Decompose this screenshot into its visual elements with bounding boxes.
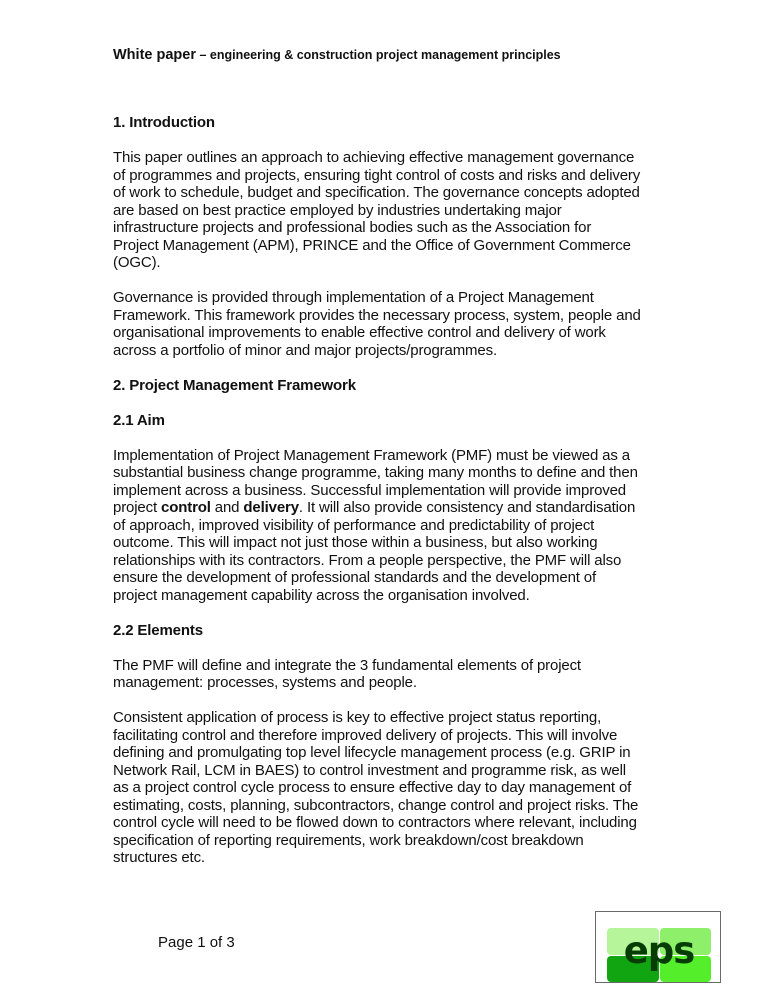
text-line: implement across a business. Successful implementation will provide improved	[113, 481, 626, 499]
text-line: of work to schedule, budget and specification. The governance concepts adopted	[113, 184, 640, 201]
text-line: organisational improvements to enable effective control and delivery of work	[113, 324, 606, 341]
page-number: Page 1 of 3	[158, 934, 235, 951]
text-line: relationships with its contractors. From a people perspective, the PMF will also	[113, 551, 622, 569]
text-line: management: processes, systems and people.	[113, 674, 417, 691]
paragraph-intro-2	[113, 289, 658, 359]
section-heading-elements: 2.2 Elements	[113, 621, 203, 639]
emphasis-control: control	[161, 499, 211, 516]
section-heading-aim: 2.1 Aim	[113, 411, 165, 429]
text-line: outcome. This will impact not just those within a business, but also working	[113, 534, 598, 551]
text-line: Governance is provided through implementation of a Project Management	[113, 289, 594, 306]
text-line: of programmes and projects, ensuring tight control of costs and risks and delivery	[113, 166, 641, 184]
text-line: across a portfolio of minor and major projects/programmes.	[113, 341, 497, 359]
text-line: Project Management (APM), PRINCE and the Office of Government Commerce	[113, 236, 631, 254]
header-lead: White paper	[113, 47, 196, 63]
paragraph-intro-1	[113, 149, 658, 272]
emphasis-delivery: delivery	[243, 499, 299, 516]
text-line: substantial business change programme, taking many months to define and then	[113, 464, 638, 481]
text-line: (OGC).	[113, 254, 161, 271]
logo-text: eps	[623, 929, 695, 972]
text-line: infrastructure projects and professional bodies such as the Association for	[113, 219, 592, 236]
text-line: specification of reporting requirements, work breakdown/cost breakdown	[113, 831, 584, 849]
text-line: estimating, costs, planning, subcontractors, change control and project risks. The	[113, 796, 639, 814]
header-subtitle: – engineering & construction project management principles	[195, 48, 561, 62]
text-line: are based on best practice employed by industries undertaking major	[113, 201, 562, 219]
text-line: The PMF will define and integrate the 3 fundamental elements of project	[113, 656, 581, 674]
text-line: Implementation of Project Management Framework (PMF) must be viewed as a	[113, 446, 630, 464]
paragraph-elements-2	[113, 709, 658, 867]
text-line: ensure the development of professional standards and the development of	[113, 569, 597, 586]
text-line: Network Rail, LCM in BAES) to control investment and programme risk, as well	[113, 761, 626, 779]
text-line: This paper outlines an approach to achieving effective management governance	[113, 149, 635, 166]
text-line: project management capability across the organisation involved.	[113, 586, 530, 604]
eps-logo-frame	[595, 911, 721, 983]
text-line: Consistent application of process is key to effective project status reporting,	[113, 709, 602, 726]
text-run: and	[210, 499, 244, 516]
text-run: . It will also provide consistency and standardisation	[298, 499, 636, 516]
document-header	[113, 47, 561, 63]
text-line: defining and promulgating top level lifecycle management process (e.g. GRIP in	[113, 744, 631, 761]
document-body	[113, 114, 658, 884]
eps-logo	[607, 928, 711, 982]
text-line: control cycle will need to be flowed down to contractors where relevant, including	[113, 814, 637, 831]
section-heading-pmf: 2. Project Management Framework	[113, 376, 356, 394]
section-heading-introduction: 1. Introduction	[113, 114, 215, 131]
text-line: Framework. This framework provides the necessary process, system, people and	[113, 306, 641, 324]
text-line: as a project control cycle process to ensure effective day to day management of	[113, 779, 632, 796]
text-line: structures etc.	[113, 849, 205, 866]
paragraph-elements-1	[113, 657, 658, 692]
text-line: facilitating control and therefore improved delivery of projects. This will involve	[113, 726, 618, 744]
text-line	[113, 499, 658, 517]
paragraph-aim	[113, 447, 658, 605]
text-run: project	[113, 499, 161, 516]
text-line: of approach, improved visibility of performance and predictability of project	[113, 516, 595, 534]
